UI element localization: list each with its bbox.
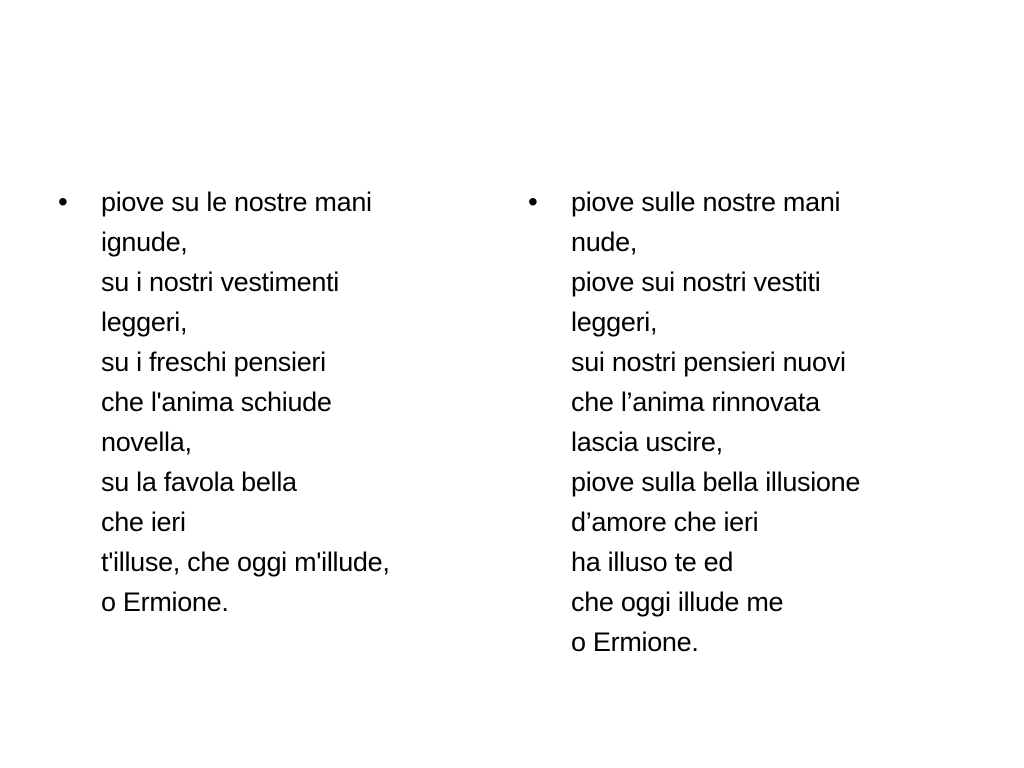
poem-line: piove sui nostri vestiti xyxy=(571,267,821,297)
poem-line: lascia uscire, xyxy=(571,427,723,457)
poem-line: ha illuso te ed xyxy=(571,547,734,577)
poem-line: su la favola bella xyxy=(101,467,297,497)
poem-line: che ieri xyxy=(101,507,186,537)
poem-line: piove sulla bella illusione xyxy=(571,467,861,497)
poem-line: ignude, xyxy=(101,227,188,257)
poem-line: che oggi illude me xyxy=(571,587,784,617)
left-column xyxy=(58,182,498,622)
poem-paraphrase-lines xyxy=(571,182,968,662)
poem-line: nude, xyxy=(571,227,638,257)
poem-line: leggeri, xyxy=(101,307,188,337)
poem-line: che l’anima rinnovata xyxy=(571,387,820,417)
bullet-item-paraphrase xyxy=(528,182,968,662)
poem-line: su i nostri vestimenti xyxy=(101,267,339,297)
poem-original-lines xyxy=(101,182,498,622)
bullet-icon: • xyxy=(528,186,538,217)
poem-line: t'illuse, che oggi m'illude, xyxy=(101,547,390,577)
poem-line: o Ermione. xyxy=(571,627,699,657)
poem-line: sui nostri pensieri nuovi xyxy=(571,347,846,377)
poem-line: novella, xyxy=(101,427,192,457)
poem-line: d’amore che ieri xyxy=(571,507,759,537)
poem-line: o Ermione. xyxy=(101,587,229,617)
bullet-item-original-text xyxy=(58,182,498,622)
poem-line: leggeri, xyxy=(571,307,658,337)
poem-line: su i freschi pensieri xyxy=(101,347,326,377)
poem-line: che l'anima schiude xyxy=(101,387,332,417)
poem-line: piove su le nostre mani xyxy=(101,187,372,217)
poem-line: piove sulle nostre mani xyxy=(571,187,841,217)
right-column xyxy=(528,182,968,662)
bullet-icon: • xyxy=(58,186,68,217)
